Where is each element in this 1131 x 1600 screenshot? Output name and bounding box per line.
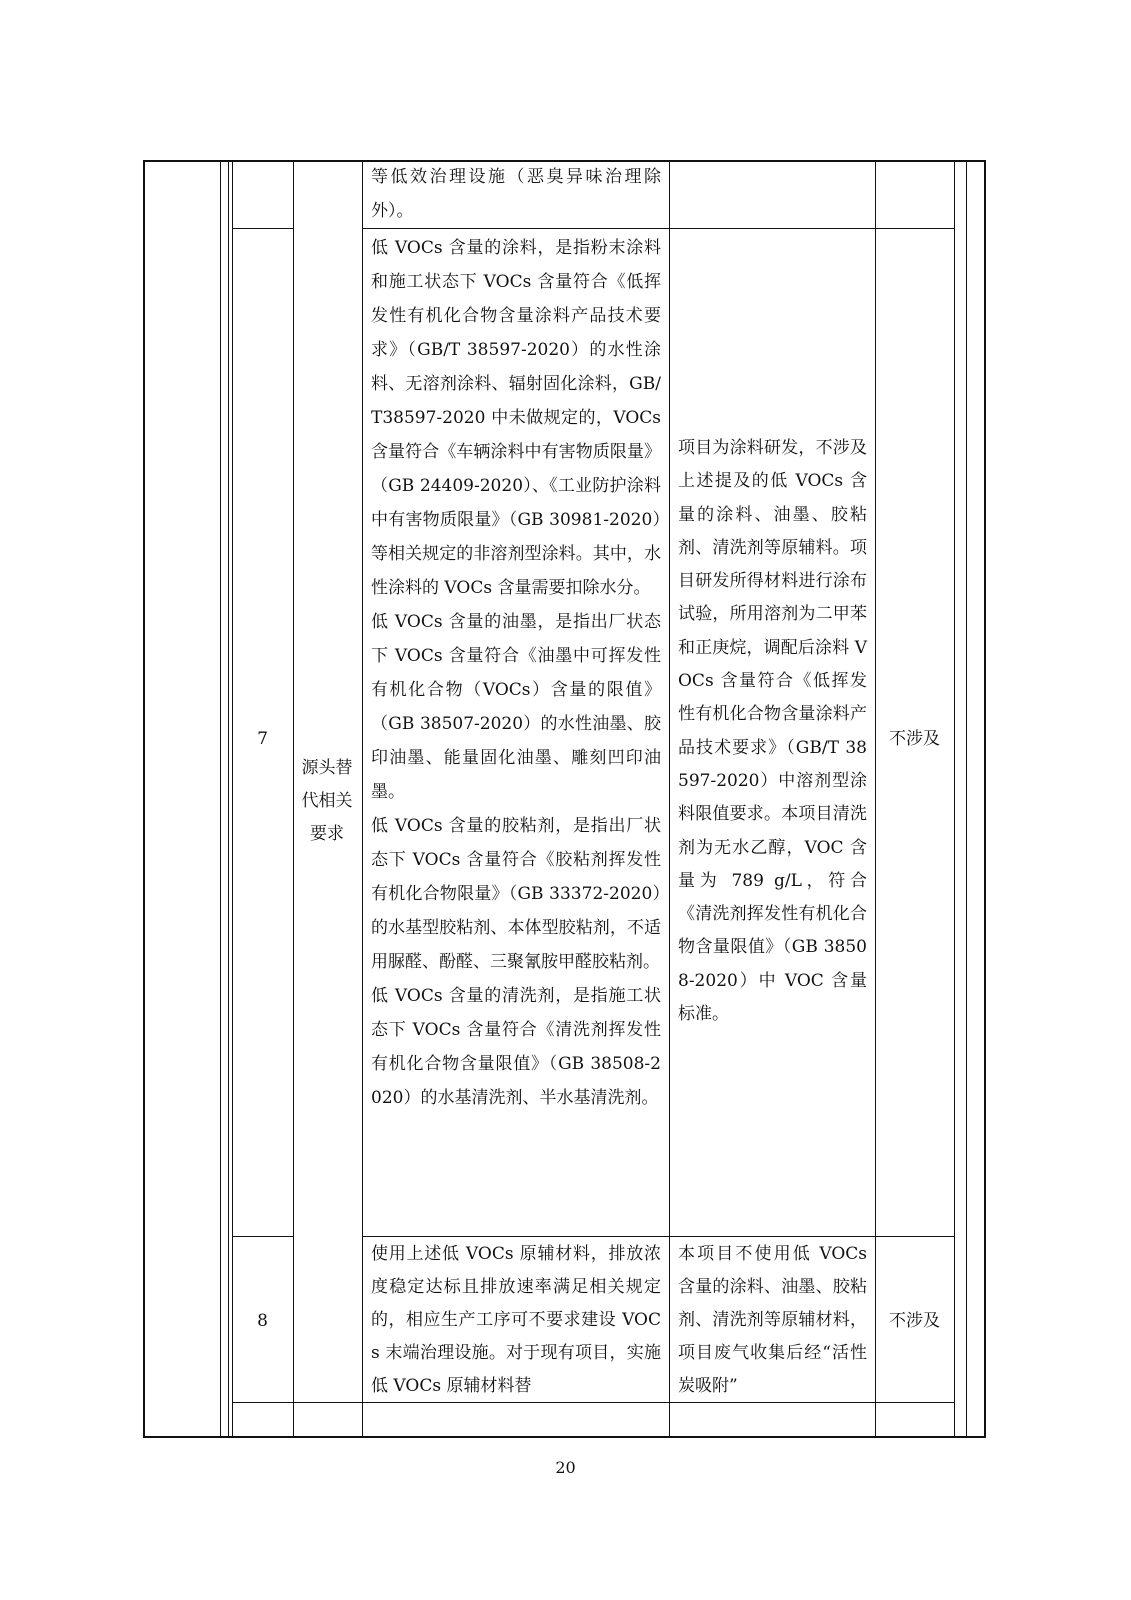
- table-col-divider: [228, 160, 229, 1438]
- row-requirement: 使用上述低 VOCs 原辅材料，排放浓度稳定达标且排放速率满足相关规定的，相应生产工序可不要求建设 VOCs 末端治理设施。对于现有项目，实施低 VOCs 原辅材料替: [371, 1244, 661, 1396]
- table-row-divider: [362, 228, 954, 229]
- row-conclusion: 不涉及: [889, 729, 940, 749]
- row-requirement: 低 VOCs 含量的涂料，是指粉末涂料和施工状态下 VOCs 含量符合《低挥发性有机化合物含量涂料产品技术要求》（GB/T 38597-2020）的水性涂料、无溶剂涂料、辐射固化涂料，GB/T38597-2020 中未做规定的，VOCs 含量符合《车辆涂料中有害物质限量》（GB 24409-2020）、《工业防护涂料中有害物质限量》（GB 30981-2020）等相关规定的非溶剂型涂料。其中，水性涂料的 VOCs 含量需要扣除水分。 低 VOCs 含量的油墨，是指出厂状态下 VOCs 含量符合《油墨中可挥发性有机化合物（VOCs）含量的限值》（GB 38507-2020）的水性油墨、胶印油墨、能量固化油墨、雕刻凹印油墨。 低 VOCs 含量的胶粘剂，是指出厂状态下 VOCs 含量符合《胶粘剂挥发性有机化合物限量》（GB 33372-2020）的水基型胶粘剂、本体型胶粘剂，不适用脲醛、酚醛、三聚氰胺甲醛胶粘剂。 低 VOCs 含量的清洗剂，是指施工状态下 VOCs 含量符合《清洗剂挥发性有机化合物含量限值》（GB 38508-2020）的水基清洗剂、半水基清洗剂。: [371, 238, 661, 1108]
- table-col-divider: [232, 160, 233, 1438]
- table-col-divider: [966, 160, 967, 1438]
- table-row-divider: [232, 228, 293, 229]
- table-col-divider: [875, 160, 876, 1438]
- table-col-divider: [669, 160, 670, 1438]
- table-row-divider: [362, 1236, 954, 1237]
- table-col-divider: [293, 160, 294, 1438]
- row-status: 本项目不使用低 VOCs 含量的涂料、油墨、胶粘剂、清洗剂等原辅材料，项目废气收集后经“活性炭吸附”: [678, 1244, 867, 1396]
- page-number: 20: [555, 1458, 576, 1477]
- row-status: 项目为涂料研发，不涉及上述提及的低 VOCs 含量的涂料、油墨、胶粘剂、清洗剂等原辅料。项目研发所得材料进行涂布试验，所用溶剂为二甲苯和正庚烷，调配后涂料 VOCs 含量符合《低挥发性有机化合物含量涂料产品技术要求》（GB/T 38597-2020）中溶剂型涂料限值要求。本项目清洗剂为无水乙醇，VOC 含量为 789 g/L，符合《清洗剂挥发性有机化合物含量限值》（GB 38508-2020）中 VOC 含量标准。: [678, 438, 867, 1025]
- row-conclusion: 不涉及: [889, 1311, 940, 1331]
- table-col-divider: [362, 160, 363, 1438]
- row-number: 8: [257, 1311, 268, 1331]
- top-row-requirement: 等低效治理设施（恶臭异味治理除外）。: [371, 167, 661, 221]
- table-row-divider: [232, 1236, 293, 1237]
- table-col-divider: [220, 160, 221, 1438]
- row-number: 7: [257, 729, 268, 749]
- table-col-divider: [954, 160, 955, 1438]
- category-label: 源头替代相关要求: [301, 758, 353, 844]
